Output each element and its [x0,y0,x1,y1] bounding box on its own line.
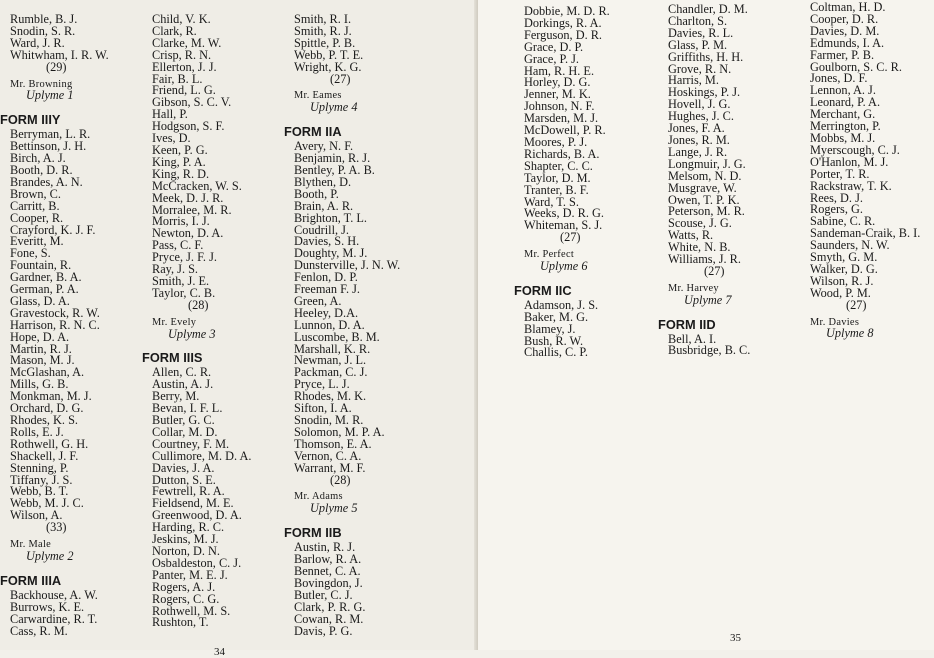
student-name: Fenlon, D. P. [294,270,358,285]
student-name: Bovingdon, J. [294,575,363,590]
name-list [514,6,610,273]
student-name: Cooper, D. R. [810,11,879,26]
student-name: Keen, P. G. [152,142,208,157]
student-name: Hoskings, P. J. [668,85,741,100]
student-name: Wright, K. G. [294,59,362,74]
student-name: Rackstraw, T. K. [810,178,892,193]
student-name: Richards, B. A. [524,146,600,161]
class-count: (27) [330,71,351,86]
student-name: Dunsterville, J. N. W. [294,258,401,273]
student-name: Myerscough, C. J. [810,142,900,157]
student-name: Ham, R. H. E. [524,63,595,78]
student-name: Merchant, G. [810,107,876,122]
student-name: Gravestock, R. W. [10,305,100,320]
class-count: (27) [704,263,725,278]
form-section [0,114,109,563]
student-name: Davies, R. L. [668,25,734,40]
student-name: Pryce, J. F. J. [152,250,217,265]
student-name: Fair, B. L. [152,71,203,86]
student-name: Lunnon, D. A. [294,317,365,332]
form-section [514,282,610,360]
student-name: Rothwell, M. S. [152,603,231,618]
student-name: Ives, D. [152,131,191,146]
student-name: Austin, A. J. [152,377,214,392]
page-number: 34 [214,646,225,658]
student-name: Shackell, J. F. [10,448,79,463]
student-name: Mason, M. J. [10,353,75,368]
student-name: Ellerton, J. J. [152,59,217,74]
student-name: Dutton, S. E. [152,472,216,487]
student-name: Burrows, K. E. [10,599,85,614]
student-name: Solomon, M. P. A. [294,424,385,439]
student-name: Sabine, C. R. [810,214,876,229]
student-name: McCracken, W. S. [152,178,242,193]
student-name: King, P. A. [152,154,206,169]
student-name: Sifton, I. A. [294,401,352,416]
student-name: Grace, P. J. [524,51,579,66]
class-count: (27) [560,230,581,245]
form-heading: FORM IIIY [0,112,61,128]
student-name: Smith, R. I. [294,12,352,26]
student-name: Snodin, M. R. [294,413,364,427]
student-name: Mills, G. B. [10,377,69,392]
student-name: Harris, M. [668,73,719,88]
class-count: (28) [330,472,351,487]
student-name: Fewtrell, R. A. [152,484,225,499]
form-room: Uplyme 3 [168,326,216,341]
student-name: Tranter, B. F. [524,182,589,197]
student-name: Collar, M. D. [152,424,218,439]
student-name: Fountain, R. [10,258,72,273]
form-master: Mr. Harvey [668,282,719,294]
student-name: Wood, P. M. [810,285,871,300]
student-name: King, R. D. [152,166,210,181]
form-heading: FORM IID [658,316,716,332]
form-heading: FORM IIA [284,124,342,140]
student-name: Weeks, D. R. G. [524,206,604,221]
class-count: (27) [846,297,867,312]
student-name: Berry, M. [152,389,200,404]
form-section [658,316,751,358]
student-name: Rogers, A. J. [152,579,216,594]
student-name: Lennon, A. J. [810,83,876,98]
student-name: Hope, D. A. [10,329,70,344]
form-section [284,527,400,637]
form-room: Uplyme 6 [540,259,588,274]
student-name: Butler, C. J. [294,587,353,602]
form-master: Mr. Davies [810,316,860,328]
student-name: Osbaldeston, C. J. [152,555,242,570]
student-name: Benjamin, R. J. [294,151,371,166]
student-name: Davis, P. G. [294,623,353,638]
student-name: Friend, L. G. [152,83,216,98]
student-name: Crayford, K. J. F. [10,222,96,237]
student-name: Merrington, P. [810,119,881,134]
student-name: Rumble, B. J. [10,12,78,26]
student-name: Luscombe, B. M. [294,329,380,344]
name-list [284,14,400,114]
student-name: Morralee, M. R. [152,202,232,217]
student-name: Taylor, C. B. [152,285,216,300]
student-name: McDowell, P. R. [524,123,606,138]
student-name: Wilson, A. [10,508,63,523]
class-count: (33) [46,520,67,535]
student-name: Avery, N. F. [294,139,354,154]
name-list [0,14,109,102]
student-name: Webb, B. T. [10,484,69,499]
student-name: Glass, P. M. [668,37,728,52]
student-name: Brown, C. [10,186,61,201]
student-name: Freeman F. J. [294,282,360,297]
student-name: Rolls, E. J. [10,424,64,439]
student-name: Hughes, J. C. [668,109,734,124]
student-name: Wilson, R. J. [810,273,874,288]
form-master: Mr. Adams [294,491,343,503]
student-name: Everitt, M. [10,234,64,249]
student-name: Tiffany, J. S. [10,472,73,487]
student-name: Melsom, N. D. [668,168,742,183]
student-name: Morris, I. J. [152,214,210,229]
student-name: Courtney, F. M. [152,436,230,451]
student-name: Butler, G. C. [152,413,215,427]
class-count: (29) [46,59,67,74]
student-name: Coudrill, J. [294,222,349,237]
student-name: Jones, F. A. [668,121,725,136]
student-name: Smith, R. J. [294,23,352,38]
student-name: Fieldsend, M. E. [152,496,234,511]
column [800,2,920,340]
student-name: Thomson, E. A. [294,436,372,451]
form-master: Mr. Perfect [524,249,575,261]
form-room: Uplyme 8 [826,326,874,341]
column [284,14,400,637]
student-name: Coltman, H. D. [810,0,886,14]
student-name: Porter, T. R. [810,166,870,181]
student-name: Grace, D. P. [524,39,584,54]
student-name: Baker, M. G. [524,309,589,324]
student-name: Norton, D. N. [152,543,220,558]
student-name: Dobbie, M. D. R. [524,4,610,18]
form-master: Mr. Male [10,539,52,551]
student-name: Lange, J. R. [668,144,728,159]
student-name: Jones, R. M. [668,132,730,147]
student-name: Mobbs, M. J. [810,130,876,145]
student-name: Rees, D. J. [810,190,863,205]
student-name: Peterson, M. R. [668,204,745,219]
student-name: Edmunds, I. A. [810,35,885,50]
form-master: Mr. Browning [10,78,73,90]
form-room: Uplyme 2 [26,548,74,563]
name-list [658,4,750,307]
column [514,6,610,359]
student-name: Ward, J. R. [10,35,65,50]
form-section [142,352,251,629]
student-name: Sandeman-Craik, B. I. [810,226,921,241]
student-name: Birch, A. J. [10,151,66,166]
student-name: Brighton, T. L. [294,210,367,225]
student-name: Horley, D. G. [524,75,591,90]
column [142,14,251,629]
student-name: White, N. B. [668,240,731,255]
name-list [142,14,251,340]
student-name: Marshall, K. R. [294,341,371,356]
student-name: Walker, D. G. [810,261,878,276]
student-name: O'Hanlon, M. J. [810,154,889,169]
form-heading: FORM IIC [514,282,572,298]
student-name: Allen, C. R. [152,365,212,380]
student-name: Bush, R. W. [524,333,584,348]
student-name: Green, A. [294,293,342,308]
form-room: Uplyme 5 [310,501,358,516]
student-name: Child, V. K. [152,12,211,26]
student-name: Newman, J. L. [294,353,367,368]
student-name: Hovell, J. G. [668,97,731,112]
form-room: Uplyme 4 [310,100,358,115]
student-name: Vernon, C. A. [294,448,362,463]
student-name: Clark, P. R. G. [294,599,366,614]
student-name: Davies, D. M. [810,23,880,38]
student-name: Ray, J. S. [152,262,199,277]
student-name: Challis, C. P. [524,345,588,360]
student-name: Rogers, C. G. [152,591,220,606]
student-name: Williams, J. R. [668,252,741,267]
student-name: Davies, J. A. [152,460,215,475]
student-name: Brandes, A. N. [10,174,83,189]
student-name: Bell, A. I. [668,331,717,346]
student-name: Backhouse, A. W. [10,587,98,602]
student-name: Marsden, M. J. [524,111,599,126]
student-name: Newton, D. A. [152,226,224,241]
student-name: Gardner, B. A. [10,270,82,285]
student-name: Goulborn, S. C. R. [810,59,902,74]
student-name: Smyth, G. M. [810,250,878,265]
student-name: Rushton, T. [152,615,209,630]
student-name: Hall, P. [152,107,188,122]
class-count: (28) [188,297,209,312]
student-name: Warrant, M. F. [294,460,366,475]
student-name: Blythen, D. [294,174,352,189]
student-name: Greenwood, D. A. [152,508,242,523]
student-name: Crisp, R. N. [152,47,212,62]
student-name: Heeley, D.A. [294,305,359,320]
student-name: Musgrave, W. [668,180,737,195]
student-name: Bennet, C. A. [294,563,361,578]
student-name: Packman, C. J. [294,365,368,380]
student-name: Leonard, P. A. [810,95,881,110]
student-name: Meek, D. J. R. [152,190,224,205]
student-name: Chandler, D. M. [668,2,748,16]
right-page [478,0,934,650]
student-name: Davies, S. H. [294,234,360,249]
student-name: Bettinson, J. H. [10,139,87,154]
student-name: Clarke, M. W. [152,35,222,50]
student-name: Snodin, S. R. [10,23,76,38]
student-name: Bentley, P. A. B. [294,162,375,177]
student-name: German, P. A. [10,282,79,297]
student-name: Scouse, J. G. [668,216,732,231]
student-name: Harrison, R. N. C. [10,317,100,332]
student-name: Smith, J. E. [152,273,210,288]
student-name: Monkman, M. J. [10,389,92,404]
student-name: Pryce, L. J. [294,377,350,392]
student-name: Johnson, N. F. [524,99,595,114]
student-name: Berryman, L. R. [10,127,91,142]
form-section [284,126,400,515]
student-name: Adamson, J. S. [524,297,599,312]
student-name: Barlow, R. A. [294,552,362,567]
form-section [0,572,109,638]
student-name: Austin, R. J. [294,540,356,555]
student-name: Booth, P. [294,186,339,201]
form-heading: FORM IIB [284,525,342,541]
student-name: Rothwell, G. H. [10,436,89,451]
student-name: Farmer, P. B. [810,47,875,62]
student-name: Cass, R. M. [10,623,68,638]
student-name: Booth, D. R. [10,162,73,177]
student-name: Busbridge, B. C. [668,343,751,358]
student-name: Harding, R. C. [152,520,225,535]
student-name: Stenning, P. [10,460,69,475]
student-name: Owen, T. P. K. [668,192,740,207]
student-name: Dorkings, R. A. [524,15,602,30]
student-name: Cullimore, M. D. A. [152,448,252,463]
name-list [800,2,920,340]
student-name: Webb, M. J. C. [10,496,84,511]
column [0,14,109,637]
student-name: Hodgson, S. F. [152,119,225,134]
student-name: McGlashan, A. [10,365,85,380]
form-master: Mr. Evely [152,316,197,328]
student-name: Grove, R. N. [668,61,732,76]
student-name: Martin, R. J. [10,341,72,356]
form-master: Mr. Eames [294,90,342,102]
student-name: Rogers, G. [810,202,863,217]
student-name: Pass, C. F. [152,238,204,253]
form-room: Uplyme 7 [684,292,732,307]
student-name: Whiteman, S. J. [524,218,603,233]
student-name: Rhodes, K. S. [10,413,78,427]
student-name: Whitwham, I. R. W. [10,47,109,62]
column [658,4,750,357]
student-name: Gibson, S. C. V. [152,95,232,110]
student-name: Doughty, M. J. [294,246,368,261]
student-name: Rhodes, M. K. [294,389,367,404]
student-name: Fone, S. [10,246,51,261]
student-name: Jenner, M. K. [524,87,591,102]
student-name: Saunders, N. W. [810,238,890,253]
student-name: Orchard, D. G. [10,401,84,416]
student-name: Spittle, P. B. [294,35,356,50]
student-name: Brain, A. R. [294,198,354,213]
form-room: Uplyme 1 [26,88,74,103]
student-name: Carritt, B. [10,198,60,213]
student-name: Moores, P. J. [524,134,588,149]
student-name: Clark, R. [152,23,197,38]
student-name: Jones, D. F. [810,71,868,86]
student-name: Longmuir, J. G. [668,156,746,171]
student-name: Ferguson, D. R. [524,27,603,42]
student-name: Bevan, I. F. L. [152,401,223,416]
student-name: Carwardine, R. T. [10,611,98,626]
student-name: Ward, T. S. [524,194,579,209]
form-heading: FORM IIIA [0,572,62,588]
page-number: 35 [730,632,741,644]
student-name: Panter, M. E. J. [152,567,228,582]
student-name: Glass, D. A. [10,293,70,308]
student-name: Charlton, S. [668,13,728,28]
student-name: Shapter, C. C. [524,158,593,173]
student-name: Cooper, R. [10,210,64,225]
student-name: Cowan, R. M. [294,611,364,626]
student-name: Webb, P. T. E. [294,47,364,62]
student-name: Blamey, J. [524,321,576,336]
form-heading: FORM IIIS [142,350,203,366]
student-name: Taylor, D. M. [524,170,591,185]
student-name: Watts, R. [668,228,714,243]
student-name: Jeskins, M. J. [152,532,219,547]
student-name: Griffiths, H. H. [668,49,744,64]
